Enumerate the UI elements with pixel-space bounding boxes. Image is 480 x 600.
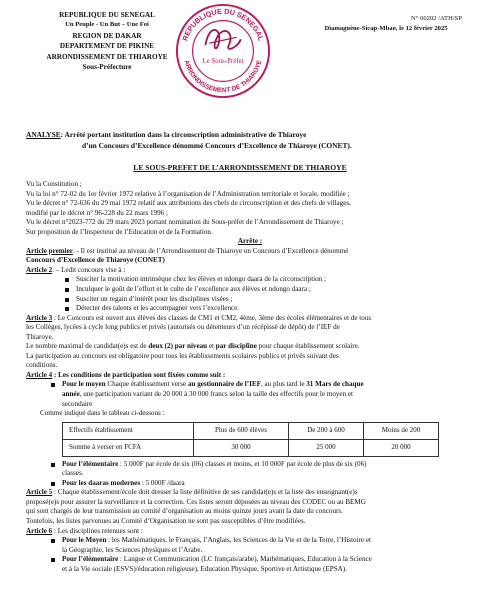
article-3-line: les Collèges, lycées à cycle long publics et privés (autorisés ou détenteurs d’un récépissé de dépôt) de l’IEF de: [26, 323, 340, 332]
article-6: Article 6 : Les disciplines retenues sont :: [26, 526, 143, 535]
list-item: Détecter des talents et les accompagner vers l’excellence.: [76, 304, 474, 314]
article-2-list: [26, 275, 474, 313]
table-cell: 25 000: [289, 439, 364, 456]
article-5-line: proposé(e)s pour assurer la surveillance et la correction. Ces listes seront déposées au niveau des CODEC ou au BEMG: [26, 497, 366, 506]
list-item: Pour l’élémentaire : Langue et Communication (LC français/arabe), Mathématiques, Education à la Science et à la Vie sociale (ESVS)/éducation religieuse), Education Physique, Sportive et Artistique (EPSA).: [62, 555, 474, 574]
letterhead-left: [36, 10, 178, 72]
article-5-line: qui sont chargés de leur transmission au comité d’organisation au moins quinze jours avant la date du concours.: [26, 507, 343, 516]
article-2: Article 2. – Ledit concours vise à :: [26, 265, 126, 274]
region-name: REGION DE DAKAR: [72, 31, 142, 40]
analyse-label: ANALYSE: [26, 130, 61, 139]
article-1-label: Article premier: [26, 246, 73, 255]
table-row: [63, 439, 439, 456]
analyse-line-1: : Arrêté portant institution dans la circonscription administrative de Thiaroye: [60, 130, 307, 139]
list-item: Pour l’élémentaire : 5 000F par école de six (06) classes et moins, et 10 000F par école de plus de six (06) classes.: [62, 460, 474, 479]
analyse-block: [26, 130, 472, 151]
table-cell: Somme à verser en FCFA: [63, 439, 194, 456]
article-2-label: Article 2: [26, 265, 53, 274]
visa-line: modifié par le décret n° 96-228 du 22 mars 1996 ;: [26, 208, 168, 217]
office-name: Sous-Préfecture: [82, 63, 132, 72]
list-item: Pour les daaras modernes : 5 000F /daara: [62, 479, 474, 489]
visa-line: Vu le décret n° 72-636 du 29 mai 1972 relatif aux attributions des chefs de circonscription et des chefs de villages,: [26, 199, 351, 208]
stamp-top-text: REPUBLIQUE DU SENEGAL: [180, 6, 266, 42]
letterhead-right: [300, 14, 472, 35]
official-stamp-icon: [174, 2, 272, 100]
table-cell: 30 000: [194, 439, 289, 456]
place-date: Diamaguène-Sicap-Mbao, le 12 février 2025: [324, 25, 448, 33]
arrete-heading: Arrête :: [237, 237, 263, 246]
analyse-line-2: d’un Concours d’Excellence dénommé Concours d’Excellence de Thiaroye (CONET).: [82, 140, 352, 150]
department-name: DEPARTEMENT DE PIKINE: [59, 42, 155, 51]
stamp-center-text: Le Sous-Préfet: [202, 57, 244, 65]
article-4-list: [26, 380, 474, 409]
national-motto: Un Peuple - Un But – Une Foi: [65, 21, 149, 29]
article-1-line-2: Concours d’Excellence de Thiaroye (CONET): [26, 256, 165, 265]
article-4-label: Article 4: [26, 370, 53, 379]
arrondissement-name: ARRONDISSEMENT DE THIAROYE: [46, 52, 168, 61]
article-6-label: Article 6: [26, 526, 53, 535]
article-3-max: Le nombre maximal de candidat(e)s est de deux (2) par niveau et par discipline pour chaque établissement scolaire.: [26, 342, 360, 351]
list-item: Susciter un regain d’intérêt pour les disciplines visées ;: [76, 295, 474, 305]
visa-line: Vu la Constitution ;: [26, 180, 82, 188]
article-5-label: Article 5: [26, 488, 53, 497]
article-3: Article 3 : Le Concours est ouvert aux élèves des classes de CM1 et CM2, 4ème, 3ème des écoles élémentaires et de tous: [26, 313, 372, 322]
visa-line: Vu la loi n° 72-02 du 1er février 1972 relative à l’organisation de l’Administration territoriale et locale, modifiée ;: [26, 189, 350, 198]
article-5-line: Toutefois, les listes parvenues au Comité d’Organisation ne sont pas susceptibles d’être modifiées.: [26, 516, 306, 525]
authority-title: LE SOUS-PREFET DE L’ARRONDISSEMENT DE THIAROYE: [133, 163, 347, 172]
visa-line: Sur proposition de l’Inspecteur de l’Education et de la Formation.: [26, 227, 213, 236]
article-6-list: [26, 536, 474, 574]
document-body: [26, 180, 474, 574]
document-number: N° 00202 /ATH/SP: [411, 15, 462, 22]
table-row: [63, 422, 439, 439]
table-cell: Effectifs établissement: [63, 422, 194, 439]
article-3-participation: La participation au concours est obligatoire pour tous les établissements scolaires publics et privés suivant des: [26, 351, 339, 360]
article-5: Article 5 : Chaque établissement/école doit dresser la liste définitive de ses candidat(e)s et la liste des enseignant(e)s: [26, 488, 358, 497]
article-3-line: Thiaroye.: [26, 332, 54, 341]
list-item: Susciter la motivation intrinsèque chez les élèves et ndongo daara de la circonscription ;: [76, 275, 474, 285]
table-cell: Plus de 600 élèves: [194, 422, 289, 439]
table-cell: 20 000: [364, 439, 439, 456]
table-cell: De 200 à 600: [289, 422, 364, 439]
article-3-label: Article 3: [26, 313, 53, 322]
article-4: Article 4 : Les conditions de participation sont fixées comme suit :: [26, 370, 226, 379]
visa-line: Vu le décret n°2023-772 du 29 mars 2023 portant nomination du Sous-préfet de l’Arrondissement de Thiaroye ;: [26, 218, 344, 227]
svg-text:REPUBLIQUE DU SENEGAL: [180, 7, 266, 43]
list-item: Pour le Moyen : les Mathématiques, le Français, l’Anglais, les Sciences de la Vie et de la Terre, l’Histoire et la Géographie, les Sciences physiques et l’Arabe.: [62, 536, 474, 555]
stamp-signature: [205, 30, 240, 49]
fees-table: [62, 422, 439, 457]
article-1: Article premier. - Il est institué au niveau de l’Arrondissement de Thiaroye un Concours d’Excellence dénommé: [26, 246, 349, 255]
list-item: Inculquer le goût de l’effort et le culte de l’excellence aux élèves et ndongo daara ;: [76, 285, 474, 295]
table-cell: Moins de 200: [364, 422, 439, 439]
table-intro: Comme indiqué dans le tableau ci-dessous :: [40, 409, 165, 418]
republic-name: REPUBLIQUE DU SENEGAL: [59, 11, 155, 19]
article-3-participation-2: conditions.: [26, 361, 58, 370]
article-4-list-2: [26, 460, 474, 489]
stamp-bottom-text: ARRONDISSEMENT DE THIAROYE: [182, 59, 264, 95]
list-item: Pour le moyen Chaque établissement verse au gestionnaire de l’IEF, au plus tard le 31 Mars de chaque année, une participation variant de 20 000 à 30 000 francs selon la taille des effectifs pour le moyen et secondaire: [62, 380, 474, 409]
